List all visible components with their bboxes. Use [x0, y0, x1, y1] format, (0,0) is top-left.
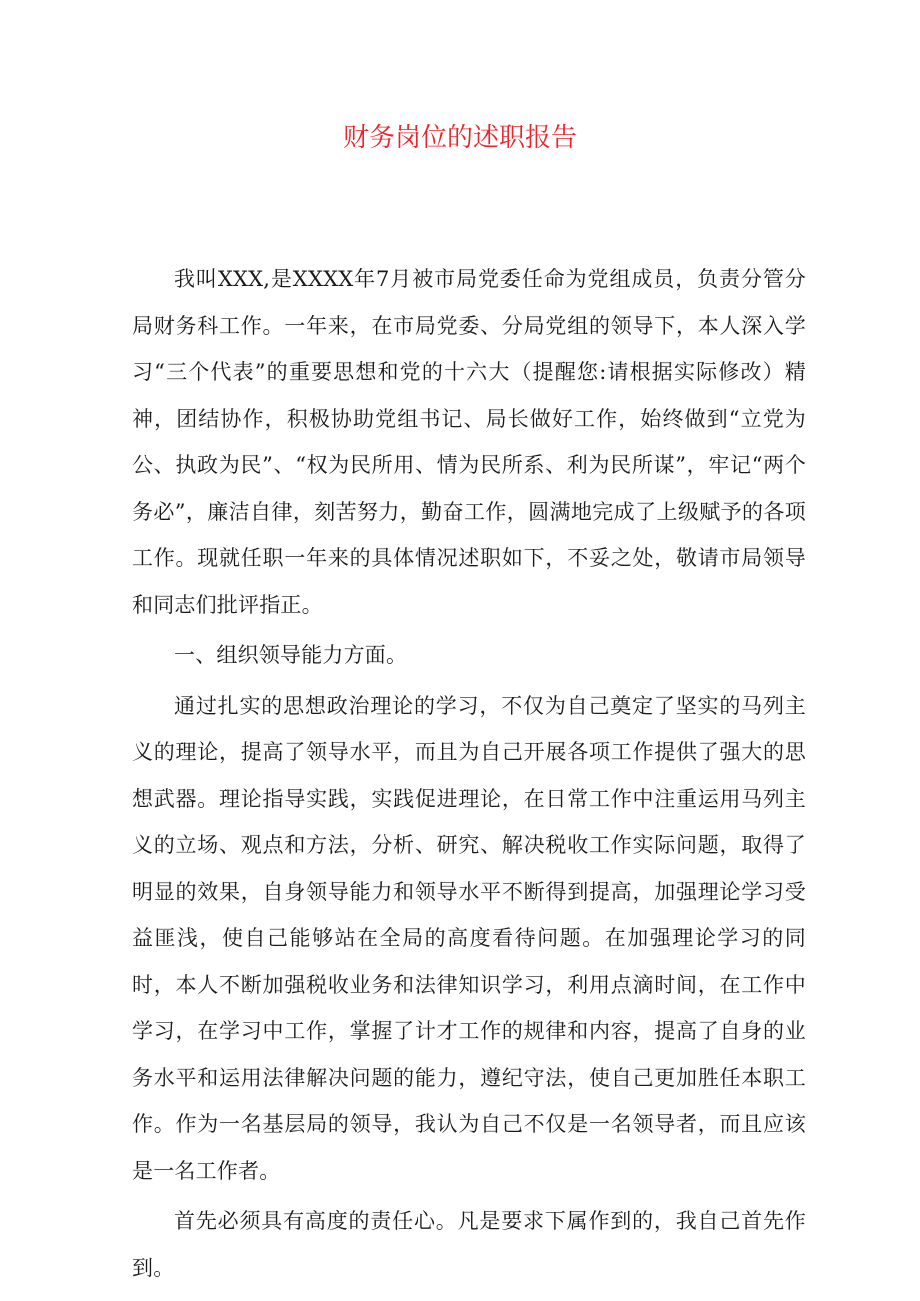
paragraph-intro: 我叫XXX,是XXXX年7月被市局党委任命为党组成员，负责分管分局财务科工作。一年来，在市局党委、分局党组的领导下，本人深入学习“三个代表”的重要思想和党的十六大（提醒您:请根据实际修改）精神，团结协作，积极协助党组书记、局长做好工作，始终做到“立党为公、执政为民”、“权为民所用、情为民所系、利为民所谋”，牢记“两个务必”，廉洁自律，刻苦努力，勤奋工作，圆满地完成了上级赋予的各项工作。现就任职一年来的具体情况述职如下，不妥之处，敬请市局领导和同志们批评指正。	[132, 267, 806, 617]
paragraph-section-1: 通过扎实的思想政治理论的学习，不仅为自己奠定了坚实的马列主义的理论，提高了领导水平，而且为自己开展各项工作提供了强大的思想武器。理论指导实践，实践促进理论，在日常工作中注重运用马列主义的立场、观点和方法，分析、研究、解决税收工作实际问题，取得了明显的效果，自身领导能力和领导水平不断得到提高，加强理论学习受益匪浅，使自己能够站在全局的高度看待问题。在加强理论学习的同时，本人不断加强税收业务和法律知识学习，利用点滴时间，在工作中学习，在学习中工作，掌握了计才工作的规律和内容，提高了自身的业务水平和运用法律解决问题的能力，遵纪守法，使自己更加胜任本职工作。作为一名基层局的领导，我认为自己不仅是一名领导者，而且应该是一名工作者。	[132, 693, 806, 1183]
section-heading-1: 一、组织领导能力方面。	[174, 643, 408, 667]
document-body	[132, 256, 806, 1291]
document-title: 财务岗位的述职报告	[342, 123, 577, 153]
paragraph-responsibility: 首先必须具有高度的责任心。凡是要求下属作到的，我自己首先作到。	[132, 1209, 806, 1280]
